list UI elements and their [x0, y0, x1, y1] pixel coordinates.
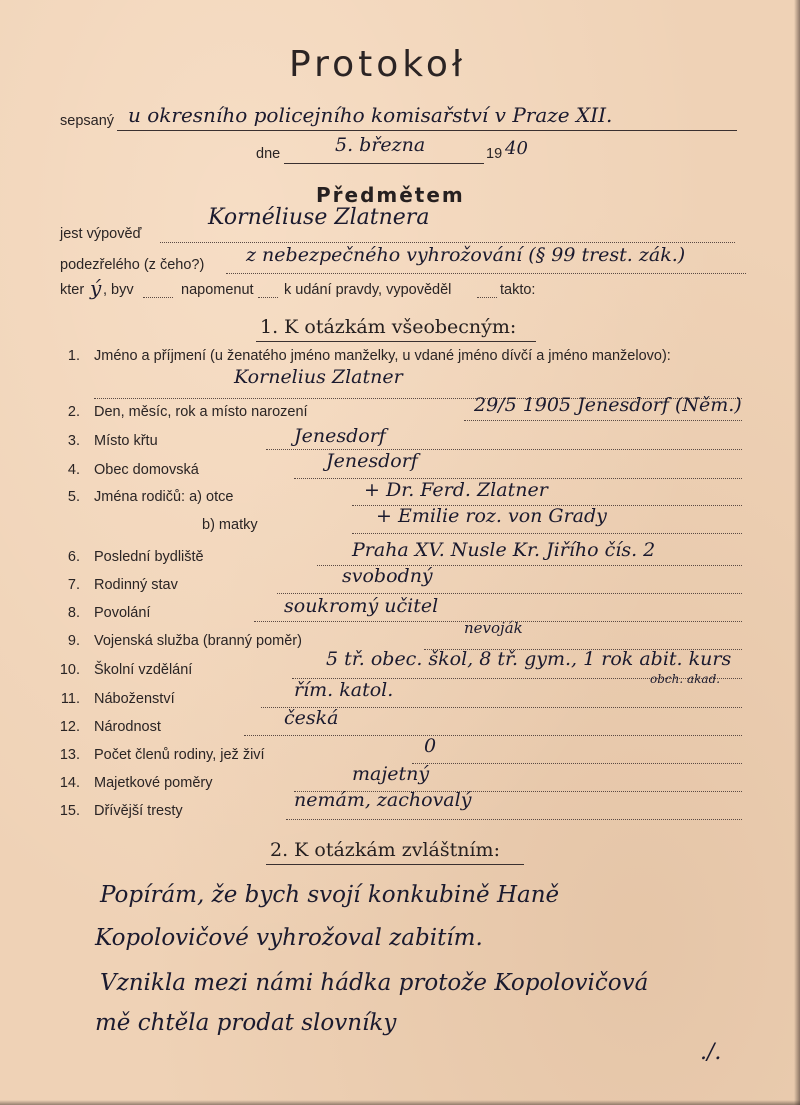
vypoved-label: jest výpověď: [60, 226, 142, 242]
year-value: 40: [505, 138, 528, 159]
item-value: + Dr. Ferd. Zlatner: [364, 479, 548, 501]
item-fill-line: [464, 420, 742, 421]
page-edge-shadow-bottom: [0, 1100, 800, 1105]
item-label: Poslední bydliště: [94, 549, 204, 565]
item-number: 6.: [67, 549, 80, 565]
line3-handwritten: ý: [90, 276, 102, 300]
item-number: 12.: [59, 719, 80, 735]
item-value: 29/5 1905 Jenesdorf (Něm.): [474, 394, 742, 416]
line3-dots-3: [477, 297, 497, 298]
item-value: nemám, zachovalý: [294, 789, 472, 811]
item-value: svobodný: [342, 565, 433, 587]
item-number: 1.: [67, 348, 80, 364]
item-value: nevoják: [464, 619, 523, 637]
item-number: 15.: [59, 803, 80, 819]
item-label: Obec domovská: [94, 462, 199, 478]
statement-line: Popírám, že bych svojí konkubině Haně: [100, 882, 560, 908]
item-fill-line: [277, 593, 742, 594]
item-number: 7.: [67, 577, 80, 593]
item-label: Dřívější tresty: [94, 803, 183, 819]
statement-end-mark: ./.: [700, 1040, 722, 1065]
item-number: 14.: [59, 775, 80, 791]
item-label: Vojenská služba (branný poměr): [94, 633, 302, 649]
item-value: Praha XV. Nusle Kr. Jiřího čís. 2: [352, 539, 656, 561]
section1-heading: 1. K otázkám všeobecným:: [260, 316, 517, 338]
item-value: 5 tř. obec. škol, 8 tř. gym., 1 rok abit. kurs: [326, 648, 732, 670]
item-number: 8.: [67, 605, 80, 621]
item-value-continuation: obch. akad.: [650, 672, 721, 686]
sepsany-underline: [117, 130, 737, 131]
line3-e: takto:: [500, 282, 536, 298]
item-value: Jenesdorf: [294, 425, 386, 447]
page-edge-shadow: [794, 0, 800, 1105]
item-label: b) matky: [202, 517, 258, 533]
item-label: Jména rodičů: a) otce: [94, 489, 234, 505]
item-value: česká: [284, 707, 339, 729]
item-label: Rodinný stav: [94, 577, 178, 593]
dne-underline: [284, 163, 484, 164]
item-number: 5.: [67, 489, 80, 505]
document-title: Protokoł: [289, 44, 467, 85]
item-value: majetný: [352, 763, 430, 785]
item-number: 3.: [67, 433, 80, 449]
item-value: + Emilie roz. von Grady: [376, 505, 607, 527]
item-fill-line: [352, 533, 742, 534]
item-number: 2.: [67, 404, 80, 420]
item-fill-line: [286, 819, 742, 820]
item-label: Povolání: [94, 605, 151, 621]
vypoved-value: Kornéliuse Zlatnera: [208, 205, 430, 230]
line3-dots-2: [258, 297, 278, 298]
item-number: 4.: [67, 462, 80, 478]
podezreleho-label: podezřelého (z čeho?): [60, 257, 205, 273]
item-value: 0: [424, 735, 437, 757]
vypoved-dots: [160, 242, 735, 243]
statement-line: Kopolovičové vyhrožoval zabitím.: [95, 925, 483, 951]
item-fill-line: [412, 763, 742, 764]
item-fill-line: [244, 735, 742, 736]
podezreleho-value: z nebezpečného vyhrožování (§ 99 trest. zák.): [246, 244, 686, 266]
line3-d: k udání pravdy, vypověděl: [284, 282, 452, 298]
item-label: Školní vzdělání: [94, 662, 193, 678]
item-value: Jenesdorf: [326, 450, 418, 472]
line3-c: napomenut: [181, 282, 254, 298]
podezreleho-dots: [226, 273, 746, 274]
item-value: Kornelius Zlatner: [234, 366, 403, 388]
item-label: Den, měsíc, rok a místo narození: [94, 404, 308, 420]
item-label: Náboženství: [94, 691, 175, 707]
line3-dots-1: [143, 297, 173, 298]
section2-heading: 2. K otázkám zvláštním:: [270, 839, 500, 861]
item-label: Národnost: [94, 719, 161, 735]
item-number: 13.: [59, 747, 80, 763]
sepsany-value: u okresního policejního komisařství v Praze XII.: [128, 103, 613, 127]
item-number: 9.: [67, 633, 80, 649]
line3-b: , byv: [103, 282, 134, 298]
dne-label: dne: [256, 146, 281, 162]
sepsany-label: sepsaný: [60, 113, 115, 129]
item-label: Jméno a příjmení (u ženatého jméno manželky, u vdané jméno dívčí a jméno manželovo):: [94, 348, 671, 364]
statement-line: Vznikla mezi námi hádka protože Kopolovičová: [100, 970, 649, 996]
year-prefix: 19: [486, 146, 503, 162]
predmetem-heading: Předmětem: [316, 183, 465, 207]
item-number: 10.: [59, 662, 80, 678]
item-label: Majetkové poměry: [94, 775, 213, 791]
section1-heading-underline: [256, 341, 536, 342]
statement-line: mě chtěla prodat slovníky: [95, 1010, 397, 1036]
section2-heading-underline: [266, 864, 524, 865]
item-number: 11.: [60, 691, 80, 707]
dne-value: 5. března: [335, 134, 426, 156]
line3-a: kter: [60, 282, 85, 298]
item-label: Místo křtu: [94, 433, 158, 449]
item-value: řím. katol.: [294, 679, 394, 701]
item-value: soukromý učitel: [284, 595, 439, 617]
item-label: Počet členů rodiny, jež živí: [94, 747, 265, 763]
